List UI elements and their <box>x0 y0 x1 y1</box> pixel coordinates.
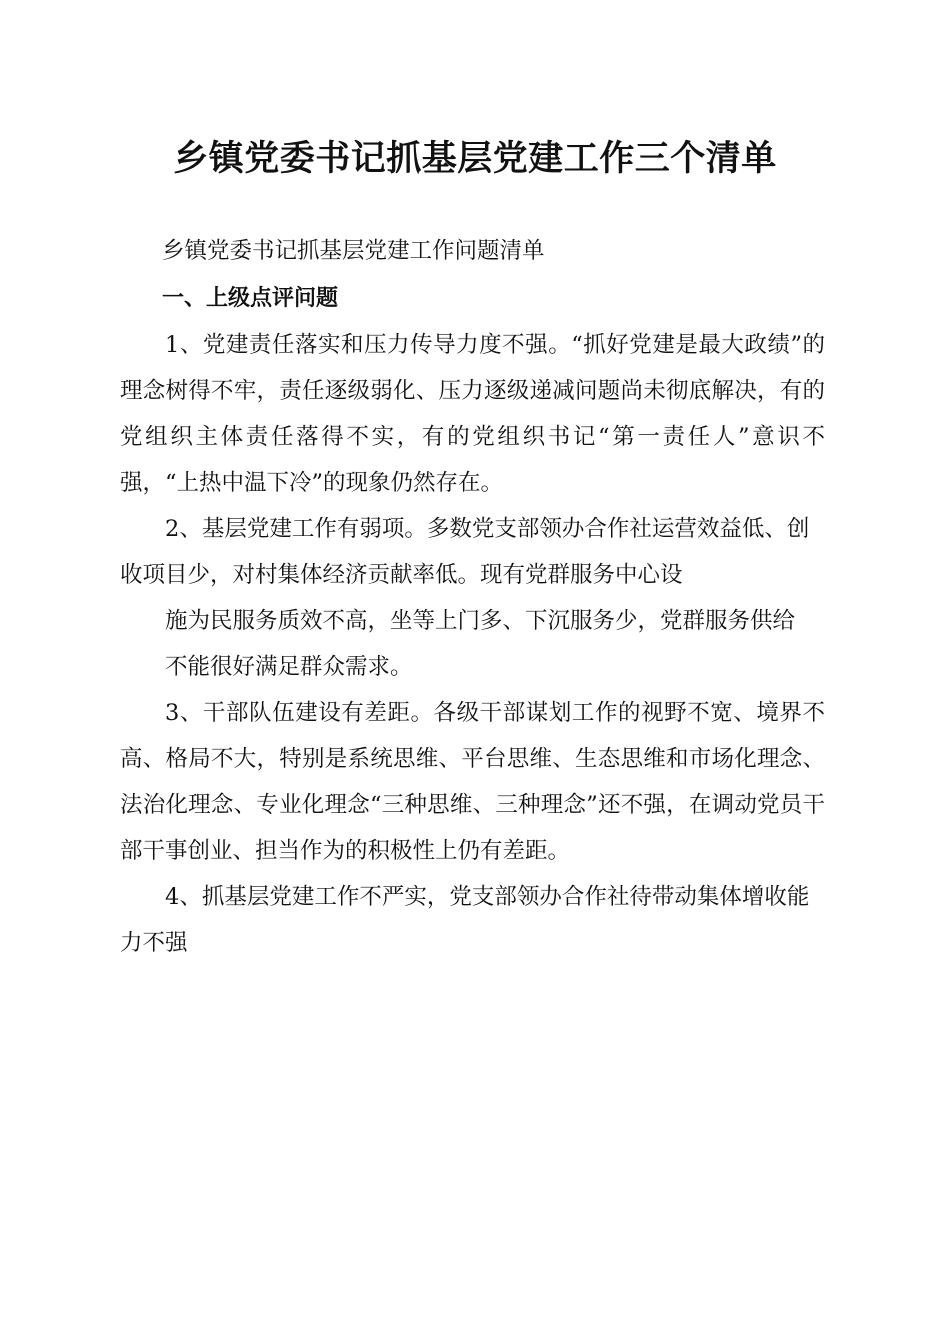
section-heading: 一、上级点评问题 <box>162 286 339 311</box>
paragraph-2-continued: 施为民服务质效不高，坐等上门多、下沉服务少，党群服务供给 <box>165 608 796 634</box>
paragraph-3: 3、干部队伍建设有差距。各级干部谋划工作的视野不宽、境界不高、格局不大，特别是系统思维、平台思维、生态思维和市场化理念、法治化理念、专业化理念“三种思维、三种理念”还不强，在调动党员干部干事创业、担当作为的积极性上仍有差距。 <box>120 700 825 864</box>
paragraph-2: 2、基层党建工作有弱项。多数党支部领办合作社运营效益低、创收项目少，对村集体经济贡献率低。现有党群服务中心设 <box>120 516 810 588</box>
paragraph-4: 4、抓基层党建工作不严实，党支部领办合作社待带动集体增收能力不强 <box>120 884 810 956</box>
paragraph-2-end: 不能很好满足群众需求。 <box>165 654 413 680</box>
document-title: 乡镇党委书记抓基层党建工作三个清单 <box>173 138 777 179</box>
paragraph-1: 1、党建责任落实和压力传导力度不强。“抓好党建是最大政绩”的理念树得不牢，责任逐级弱化、压力逐级递减问题尚未彻底解决，有的党组织主体责任落得不实，有的党组织书记“第一责任人”意识不强，“上热中温下冷”的现象仍然存在。 <box>120 332 825 496</box>
document-body <box>120 228 825 966</box>
document-subtitle: 乡镇党委书记抓基层党建工作问题清单 <box>162 238 545 264</box>
